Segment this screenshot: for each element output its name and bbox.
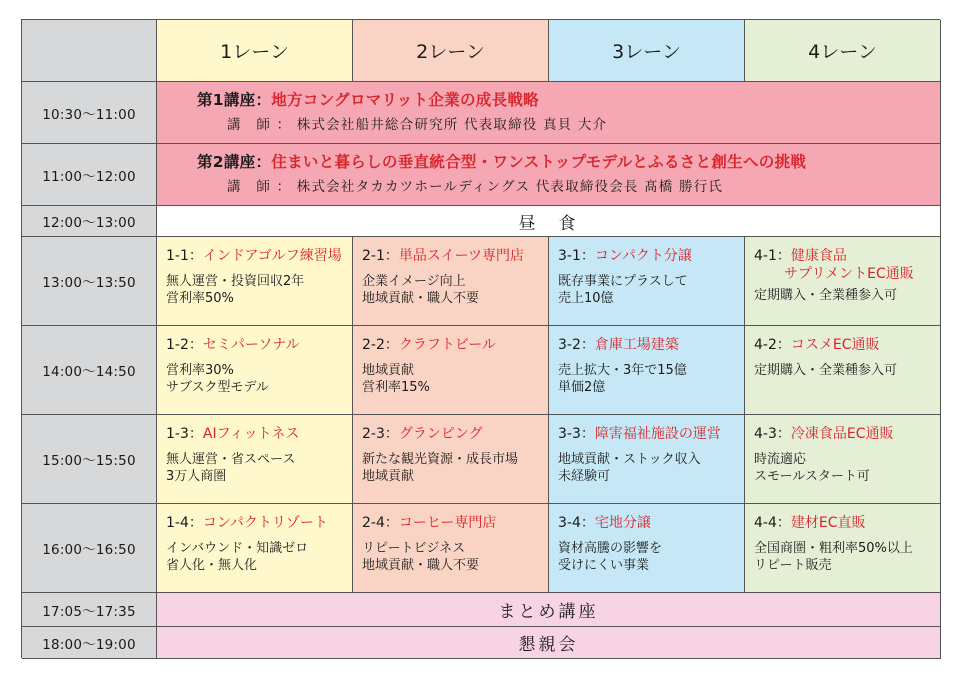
session-1-4: 1-4：コンパクトリゾート インバウンド・知識ゼロ 省人化・無人化 [157,504,353,593]
session-title: 冷凍食品EC通販 [790,426,894,442]
session-1-1: 1-1：インドアゴルフ練習場 無人運営・投資回収2年 営利率50% [157,237,353,326]
session-title: グランピング [398,426,483,442]
session-3-2: 3-2：倉庫工場建築 売上拡大・3年で15億 単価2億 [549,326,745,415]
session-title: 宅地分譲 [594,515,651,531]
session-title: クラフトビール [398,337,497,353]
lunch-cell: 昼 食 [157,206,941,237]
lane-1-header: 1レーン [157,20,353,82]
session-title: AIフィットネス [202,426,300,442]
time-slot: 15:00〜15:50 [22,415,157,504]
session-title: コーヒー専門店 [398,515,497,531]
time-slot: 11:00〜12:00 [22,144,157,206]
social-party-cell: 懇親会 [157,627,941,659]
lane-4-header: 4レーン [745,20,941,82]
session-title: 倉庫工場建築 [594,337,679,353]
lane-3-header: 3レーン [549,20,745,82]
time-slot: 12:00〜13:00 [22,206,157,237]
lecture-2-speaker: 講 師 ： 株式会社タカカツホールディングス 代表取締役会長 髙橋 勝行氏 [227,179,724,195]
time-slot: 18:00〜19:00 [22,627,157,659]
session-2-3: 2-3：グランピング 新たな観光資源・成長市場 地域貢献 [353,415,549,504]
session-2-2: 2-2：クラフトビール 地域貢献 営利率15% [353,326,549,415]
session-title-line2: サプリメントEC通販 [784,266,914,282]
session-title: コンパクト分譲 [594,248,692,264]
session-4-3: 4-3：冷凍食品EC通販 時流適応 スモールスタート可 [745,415,941,504]
session-3-3: 3-3：障害福祉施設の運営 地域貢献・ストック収入 未経験可 [549,415,745,504]
lecture-2 [157,144,941,206]
session-title: コスメEC通販 [790,337,880,353]
time-slot: 13:00〜13:50 [22,237,157,326]
session-4-1: 4-1：健康食品 サプリメントEC通販 定期購入・全業種参入可 [745,237,941,326]
session-3-4: 3-4：宅地分譲 資材高騰の影響を 受けにくい事業 [549,504,745,593]
session-1-2: 1-2：セミパーソナル 営利率30% サブスク型モデル [157,326,353,415]
lecture-2-title: 第2講座：住まいと暮らしの垂直統合型・ワンストップモデルとふるさと創生への挑戦 [197,153,807,171]
session-title: 建材EC直販 [790,515,866,531]
session-2-1: 2-1：単品スイーツ専門店 企業イメージ向上 地域貢献・職人不要 [353,237,549,326]
session-title: 障害福祉施設の運営 [594,426,721,442]
session-title: セミパーソナル [202,337,300,353]
session-title: インドアゴルフ練習場 [202,248,342,264]
schedule-table [21,19,940,658]
time-slot: 16:00〜16:50 [22,504,157,593]
session-1-3: 1-3：AIフィットネス 無人運営・省スペース 3万人商圏 [157,415,353,504]
lecture-1-speaker: 講 師 ： 株式会社船井総合研究所 代表取締役 真貝 大介 [227,117,608,133]
session-title: 単品スイーツ専門店 [398,248,525,264]
session-title: コンパクトリゾート [202,515,328,531]
session-title: 健康食品 [790,248,847,264]
session-3-1: 3-1：コンパクト分譲 既存事業にプラスして 売上10億 [549,237,745,326]
session-4-4: 4-4：建材EC直販 全国商圏・粗利率50%以上 リピート販売 [745,504,941,593]
lecture-1-title: 第1講座：地方コングロマリット企業の成長戦略 [197,91,539,109]
time-slot: 10:30〜11:00 [22,82,157,144]
lane-2-header: 2レーン [353,20,549,82]
session-2-4: 2-4：コーヒー専門店 リピートビジネス 地域貢献・職人不要 [353,504,549,593]
time-slot: 17:05〜17:35 [22,593,157,627]
lecture-1 [157,82,941,144]
summary-lecture-cell: まとめ講座 [157,593,941,627]
session-4-2: 4-2：コスメEC通販 定期購入・全業種参入可 [745,326,941,415]
corner-cell [22,20,157,82]
time-slot: 14:00〜14:50 [22,326,157,415]
